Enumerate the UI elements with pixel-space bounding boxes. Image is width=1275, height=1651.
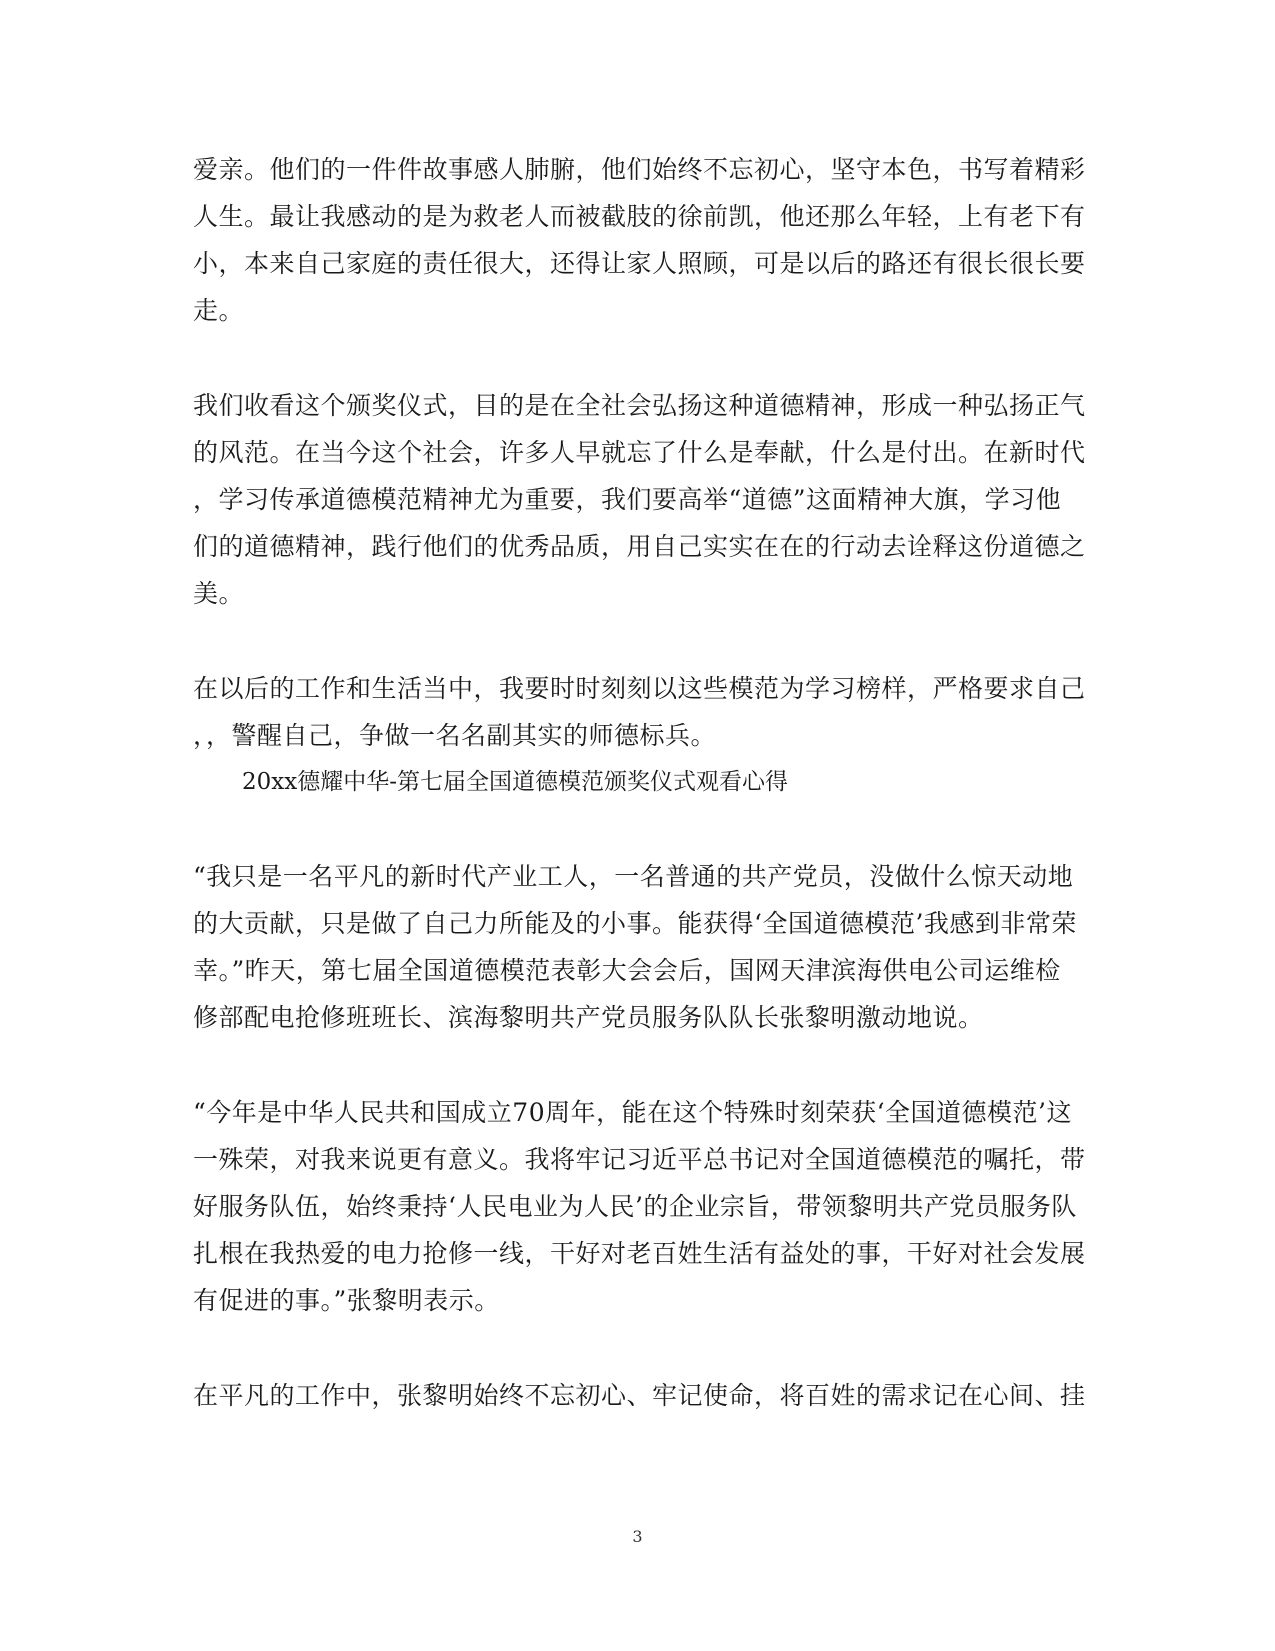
text-line: 一殊荣，对我来说更有意义。我将牢记习近平总书记对全国道德模范的嘱托，带	[193, 1145, 1086, 1174]
text-line: 小，本来自己家庭的责任很大，还得让家人照顾，可是以后的路还有很长很长要	[193, 249, 1086, 278]
text-line: 有促进的事。”张黎明表示。	[193, 1286, 500, 1315]
text-line: ，学习传承道德模范精神尤为重要，我们要高举“道德”这面精神大旗，学习他	[193, 485, 1062, 514]
text-line: ，，警醒自己，争做一名名副其实的师德标兵。	[193, 721, 717, 750]
text-line: “今年是中华人民共和国成立70周年，能在这个特殊时刻荣获‘全国道德模范’这	[193, 1098, 1072, 1127]
text-line: 们的道德精神，践行他们的优秀品质，用自己实实在在的行动去诠释这份道德之	[193, 532, 1086, 561]
text-line: 美。	[193, 579, 245, 608]
text-line: 修部配电抢修班班长、滨海黎明共产党员服务队队长张黎明激动地说。	[193, 1003, 984, 1032]
text-line: 走。	[193, 296, 245, 325]
text-line: 的风范。在当今这个社会，许多人早就忘了什么是奉献，什么是付出。在新时代	[193, 438, 1086, 467]
text-line: 在平凡的工作中，张黎明始终不忘初心、牢记使命，将百姓的需求记在心间、挂	[193, 1381, 1086, 1410]
page-number: 3	[632, 1527, 643, 1546]
text-line: 在以后的工作和生活当中，我要时时刻刻以这些模范为学习榜样，严格要求自己	[193, 674, 1086, 703]
text-line: 扎根在我热爱的电力抢修一线，干好对老百姓生活有益处的事，干好对社会发展	[193, 1239, 1086, 1268]
text-line: 好服务队伍，始终秉持‘人民电业为人民’的企业宗旨，带领黎明共产党员服务队	[193, 1192, 1077, 1221]
text-line: 爱亲。他们的一件件故事感人肺腑，他们始终不忘初心，坚守本色，书写着精彩	[193, 155, 1086, 184]
text-line: 幸。”昨天，第七届全国道德模范表彰大会会后，国网天津滨海供电公司运维检	[193, 956, 1061, 985]
text-line: “我只是一名平凡的新时代产业工人，一名普通的共产党员，没做什么惊天动地	[193, 862, 1074, 891]
text-line: 的大贡献，只是做了自己力所能及的小事。能获得‘全国道德模范’我感到非常荣	[193, 909, 1077, 938]
text-line: 我们收看这个颁奖仪式，目的是在全社会弘扬这种道德精神，形成一种弘扬正气	[193, 391, 1086, 420]
text-line: 人生。最让我感动的是为救老人而被截肢的徐前凯，他还那么年轻，上有老下有	[193, 202, 1086, 231]
section-title: 20xx德耀中华-第七届全国道德模范颁奖仪式观看心得	[242, 769, 788, 795]
